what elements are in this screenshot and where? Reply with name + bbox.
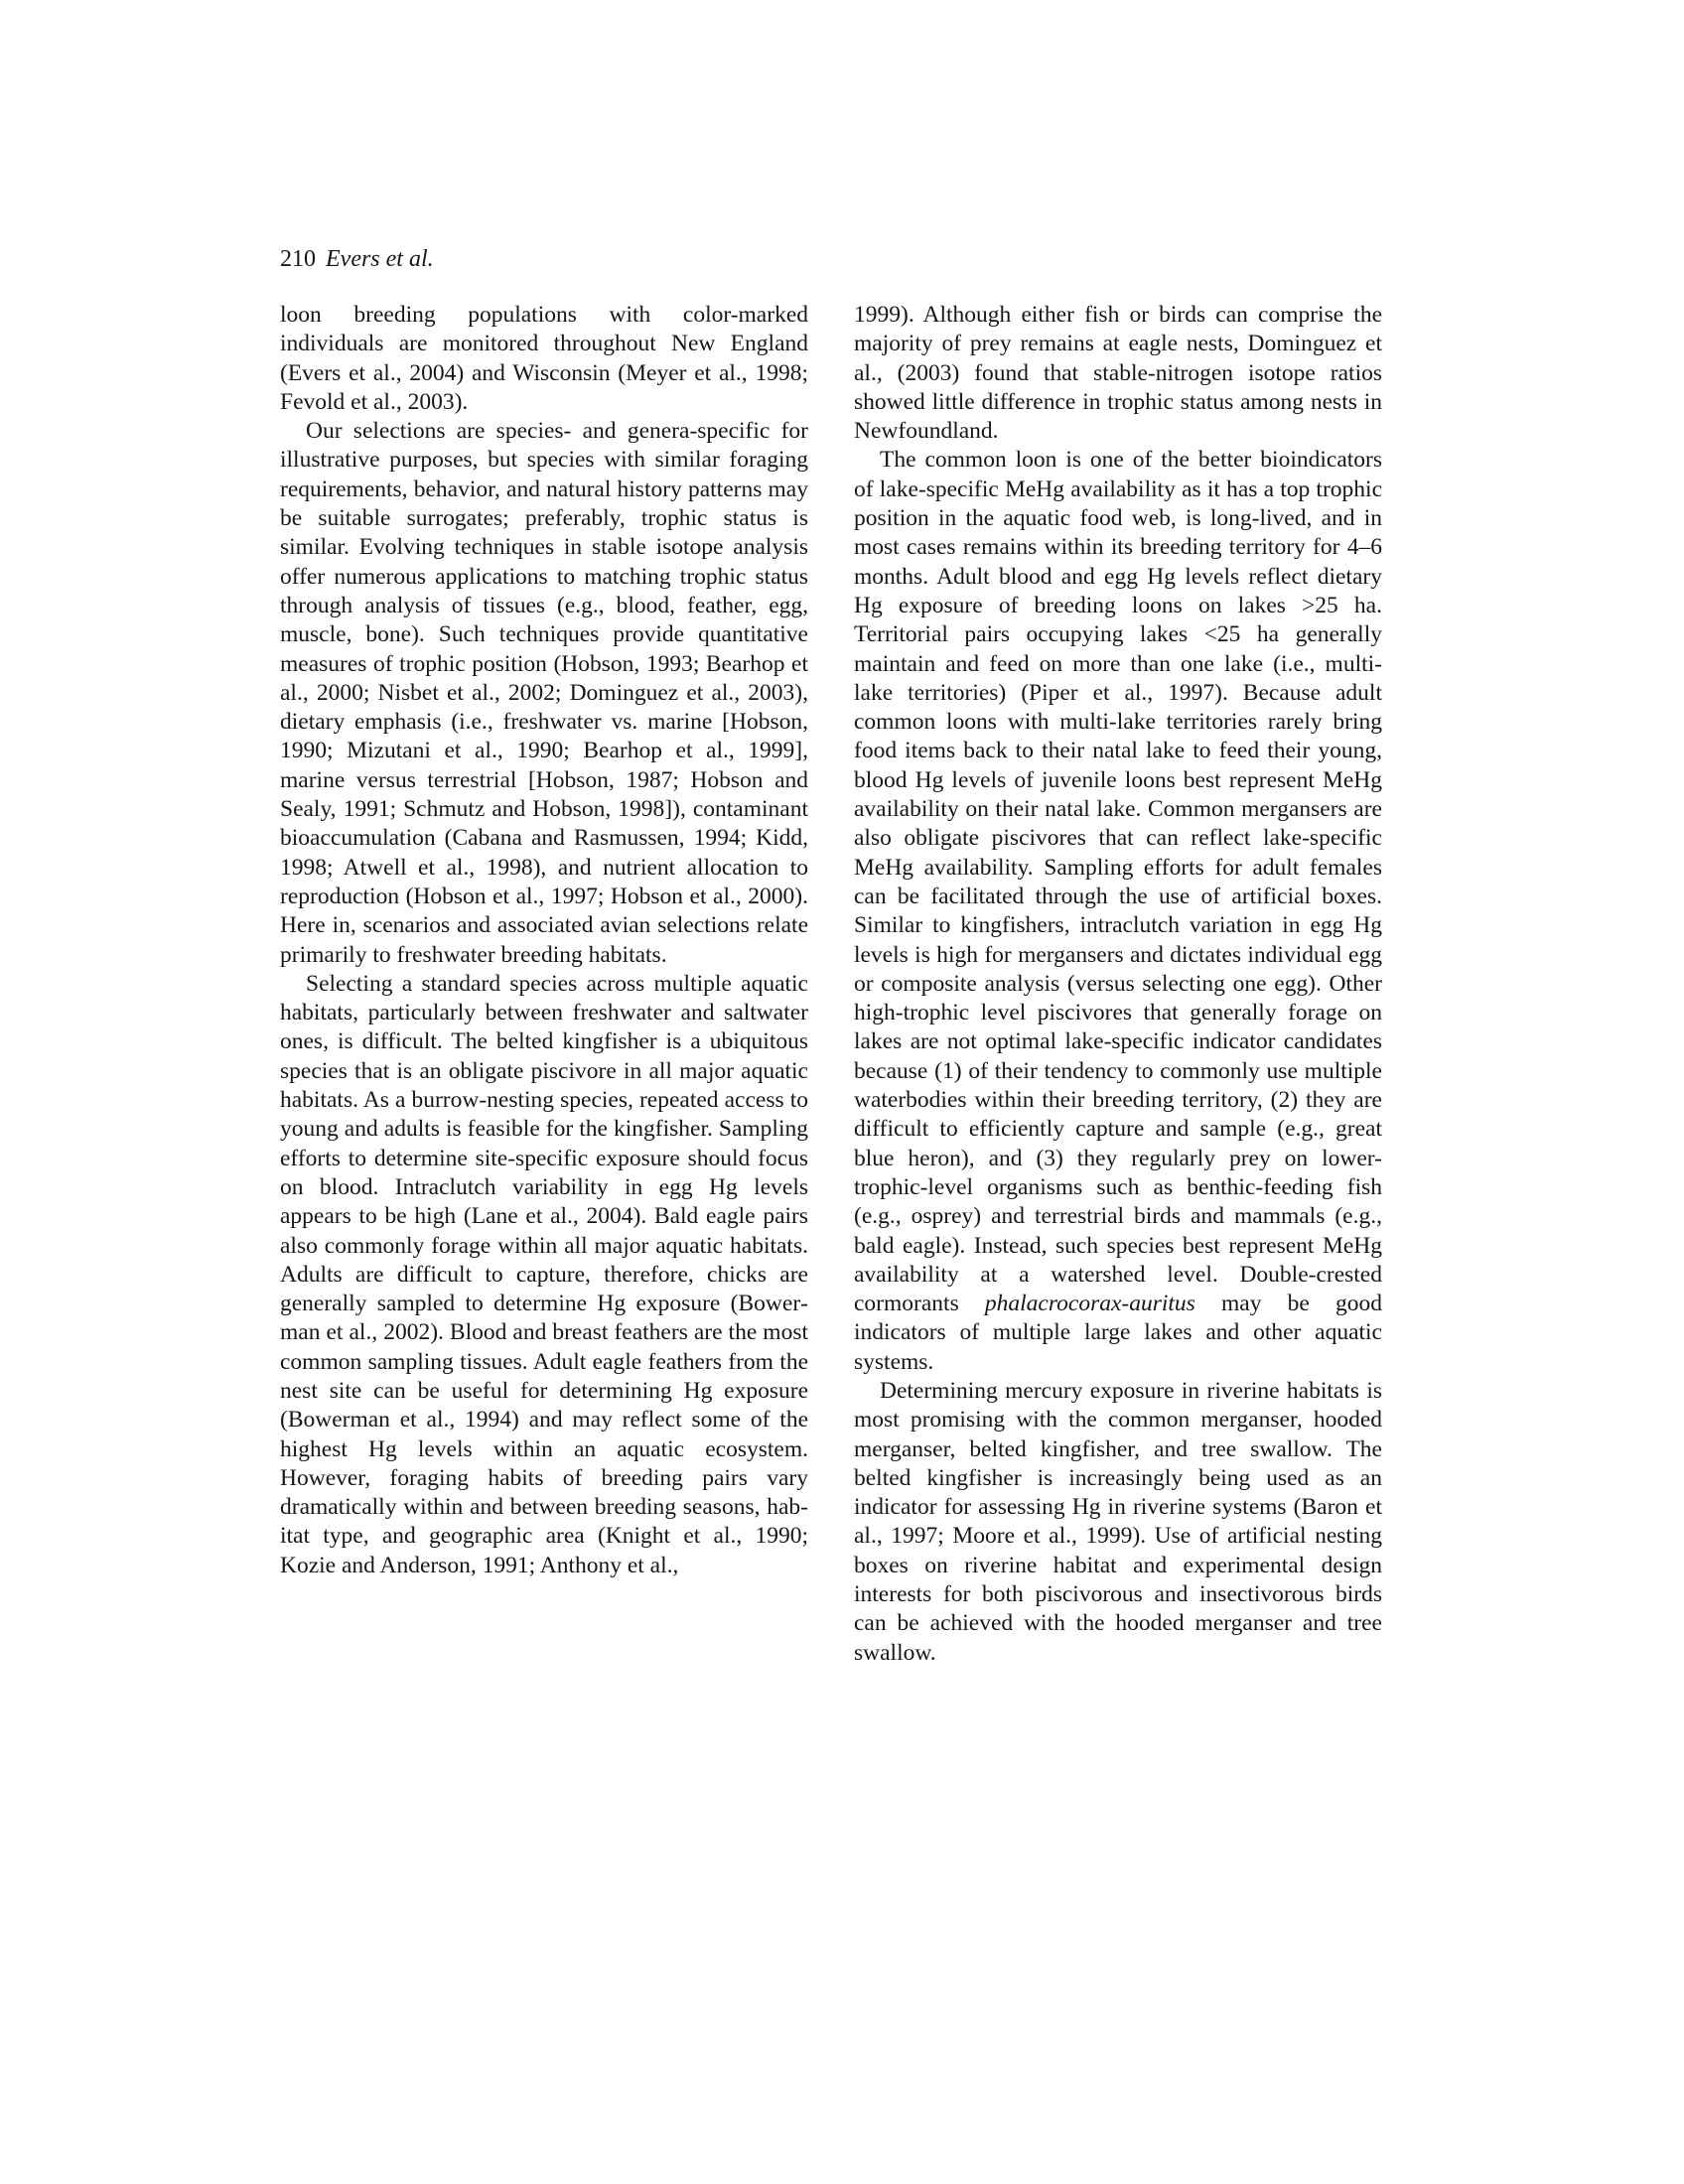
page-number: 210 [280,246,316,272]
paragraph: Our selections are species- and genera-specific for illustrative purposes, but species with similar foraging requirements, behavior, and natural history patterns may be suitable surrogates; preferably, trophic status is similar. Evolving techniques in stable isotope analysis offer numerous applications to matching trophic status through analysis of tissues (e.g., blood, feather, egg, muscle, bone). Such techniques provide quantitative measures of trophic position (Hobson, 1993; Bearhop et al., 2000; Nisbet et al., 2002; Dominguez et al., 2003), dietary emphasis (i.e., freshwater vs. marine [Hobson, 1990; Mizutani et al., 1990; Bearhop et al., 1999], marine versus terrestrial [Hobson, 1987; Hobson and Sealy, 1991; Schmutz and Hobson, 1998]), contaminant bioaccumulation (Cabana and Rasmussen, 1994; Kidd, 1998; Atwell et al., 1998), and nutrient allocation to reproduction (Hobson et al., 1997; Hobson et al., 2000). Here in, scenarios and associated avian selections relate primarily to freshwater breeding habitats. [280,418,808,968]
paragraph [854,446,1382,1377]
running-head-authors: Evers et al. [326,246,434,272]
right-column [854,301,1382,1668]
paragraph-text: The common loon is one of the better bioindicators of lake-specific MeHg availability as it has a top trophic position in the aquatic food web, is long-lived, and in most cases remains within its breeding territory for 4–6 months. Adult blood and egg Hg levels reflect dietary Hg exposure of breeding loons on lakes >25 ha. Territorial pairs occupying lakes <25 ha generally maintain and feed on more than one lake (i.e., multi-lake territories) (Piper et al., 1997). Because adult common loons with multi-lake territories rarely bring food items back to their natal lake to feed their young, blood Hg levels of juvenile loons best represent MeHg availability on their natal lake. Common mergansers are also obligate piscivores that can reflect lake-specific MeHg availability. Sampling efforts for adult females can be facilitated through the use of artificial boxes. Similar to kingfishers, intraclutch variation in egg Hg levels is high for mergansers and dictates individual egg or composite analysis (versus selecting one egg). Other high-trophic level piscivores that generally forage on lakes are not optimal lake-specific indicator candidates because (1) of their tendency to commonly use multiple waterbodies within their breeding territory, (2) they are difficult to efficiently capture and sample (e.g., great blue heron), and (3) they regularly prey on lower-trophic-level organisms such as benthic-feeding fish (e.g., osprey) and terrestrial birds and mammals (e.g., bald eagle). Instead, such species best represent MeHg availability at a watershed level. Double-crested cormorants [854,447,1382,1317]
paragraph: loon breeding populations with color-marked individuals are monitored throughout New England (Evers et al., 2004) and Wisconsin (Meyer et al., 1998; Fevold et al., 2003). [280,302,808,415]
paragraph: Determining mercury exposure in riverine habitats is most promising with the common merganser, hooded merganser, belted kingfisher, and tree swallow. The belted kingfisher is increasingly being used as an indicator for assessing Hg in riverine systems (Baron et al., 1997; Moore et al., 1999). Use of artificial nesting boxes on riverine habitat and experimental design interests for both piscivorous and insectivorous birds can be achieved with the hooded merganser and tree swallow. [854,1377,1382,1666]
left-column [280,301,808,1580]
species-name: phalacrocorax-auritus [984,1291,1195,1317]
paragraph: 1999). Although either fish or birds can comprise the majority of prey remains at eagle nests, Dominguez et al., (2003) found that stable-nitrogen isotope ratios showed little difference in trophic status among nests in Newfoundland. [854,302,1382,445]
running-head [280,244,434,274]
paragraph: Selecting a standard species across multiple aquatic habitats, particularly between freshwater and saltwater ones, is difficult. The belted kingfisher is a ubiquitous species that is an obligate piscivore in all major aquatic habitats. As a burrow-nesting species, repeated access to young and adults is feasible for the kingfisher. Sampling efforts to determine site-specific exposure should focus on blood. Intraclutch variability in egg Hg levels appears to be high (Lane et al., 2004). Bald eagle pairs also commonly forage within all major aquatic habitats. Adults are difficult to capture, therefore, chicks are generally sampled to determine Hg exposure (Bowerman et al., 2002). Blood and breast feathers are the most common sampling tissues. Adult eagle feathers from the nest site can be useful for determining Hg exposure (Bowerman et al., 1994) and may reflect some of the highest Hg levels within an aquatic ecosystem. However, foraging habits of breeding pairs vary dramatically within and between breeding seasons, habitat type, and geographic area (Knight et al., 1990; Kozie and Anderson, 1991; Anthony et al., [280,970,808,1578]
paragraph-text: may be good indicators of multiple large lakes and other aquatic systems. [854,1291,1383,1375]
